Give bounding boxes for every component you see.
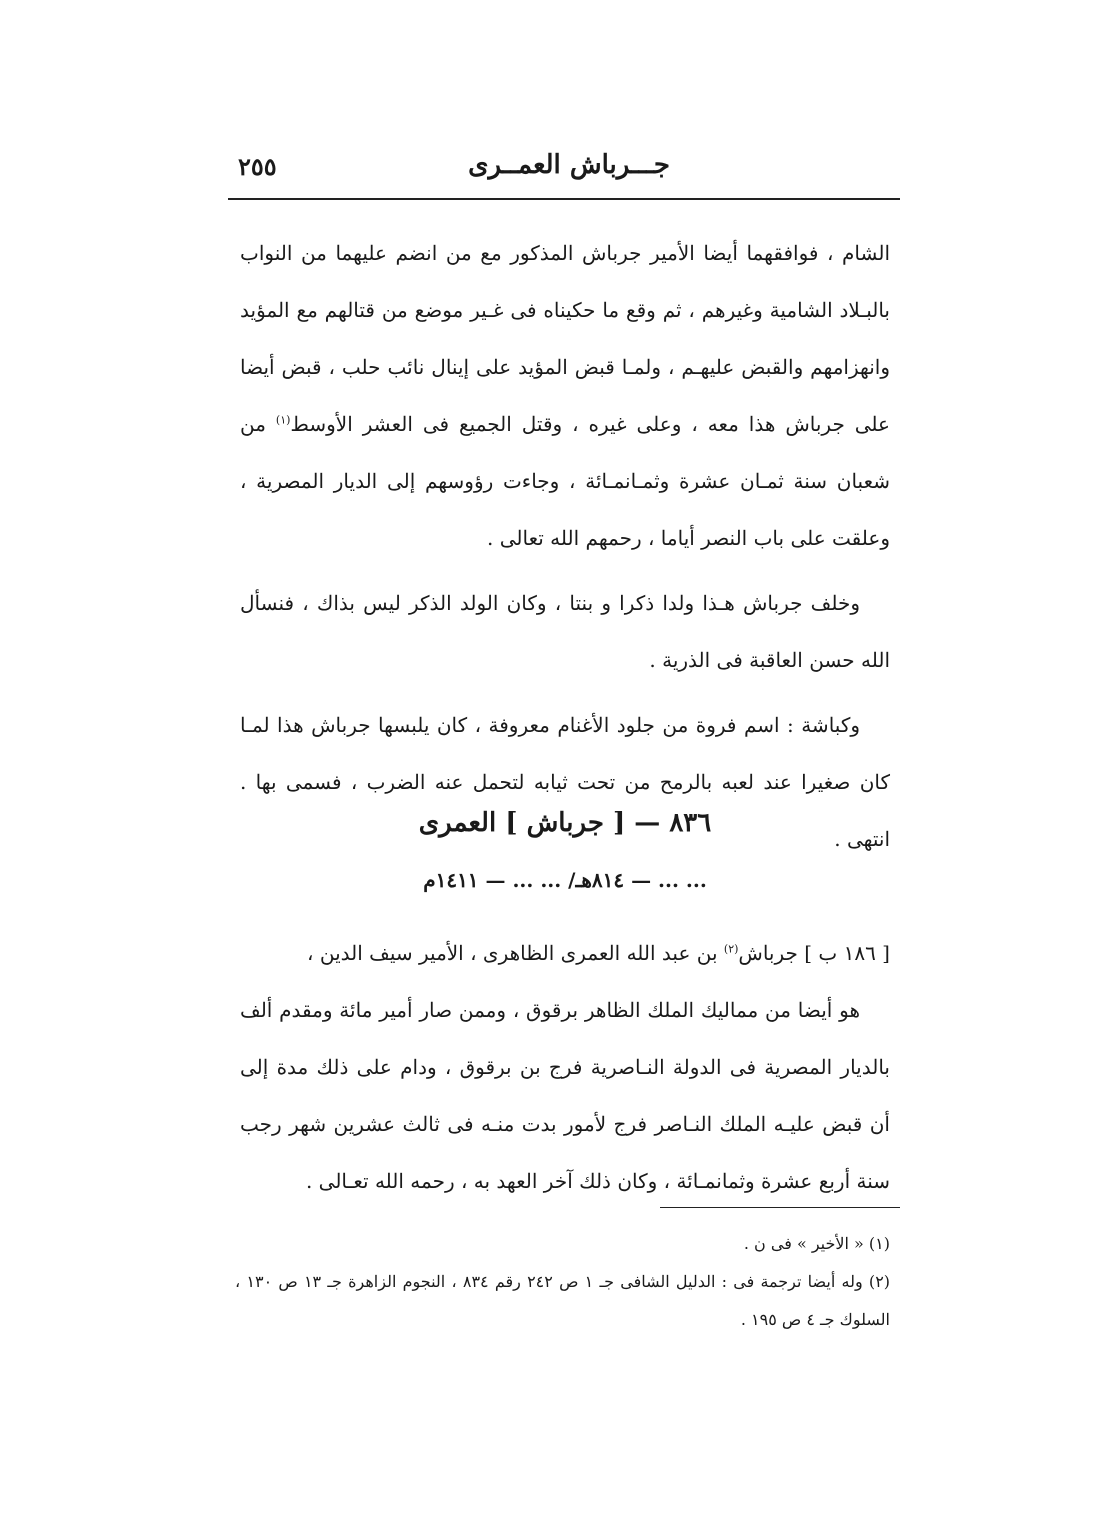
footnote-marker: (١) — [275, 413, 291, 427]
footnote: (١) « الأخير » فى ن . — [743, 1234, 890, 1253]
page-number: ٢٥٥ — [238, 152, 277, 181]
footnote: (٢) وله أيضا ترجمة فى : الدليل الشافى جـ ١ ص ٢٤٢ رقم ٨٣٤ ، النجوم الزاهرة جـ ١٣ ص ١٣٠ ، السلوك جـ ٤ ص ١٩٥ . — [235, 1272, 891, 1329]
entry-opening-text: [ ١٨٦ ب ] جرباش — [738, 941, 890, 965]
entry-opening-rest: بن عبد الله العمرى الظاهرى ، الأمير سيف الدين ، — [307, 941, 718, 965]
paragraph: وكباشة : اسم فروة من جلود الأغنام معروفة ، كان يلبسها جرباش هذا لمـا كان صغيرا عند لعبه بالرمح من تحت ثيابه لتحمل عنه الضرب ، فسمى بها . انتهى . — [240, 713, 890, 851]
footnote-marker: (٢) — [723, 942, 739, 956]
paragraph: وخلف جرباش هـذا ولدا ذكرا و بنتا ، وكان الولد الذكر ليس بذاك ، فنسأل الله حسن العاقبة فى الذرية . — [240, 591, 890, 672]
header-rule — [228, 198, 900, 200]
entry-opening — [240, 925, 890, 982]
paragraph — [240, 225, 890, 567]
footnotes — [235, 1225, 890, 1339]
entry-dates: ... ... — ٨١٤هـ/ ... ... — ١٤١١م — [423, 868, 707, 892]
footnote-rule — [660, 1207, 900, 1208]
running-header — [230, 150, 900, 190]
body-text — [240, 225, 890, 868]
entry-title: ٨٣٦ — [ جرباش ] العمرى — [418, 808, 712, 838]
paragraph: هو أيضا من مماليك الملك الظاهر برقوق ، وممن صار أمير مائة ومقدم ألف بالديار المصرية فى الدولة النـاصرية فرج بن برقوق ، ودام على ذلك مدة إلى أن قبض عليـه الملك النـاصر فرج لأمور بدت منـه فى ثالث عشرين شهر رجب سنة أربع عشرة وثمانمـائة ، وكان ذلك آخر العهد به ، رحمه الله تعـالى . — [240, 998, 890, 1193]
entry-body — [240, 925, 890, 1210]
paragraph-text: من شعبان سنة ثمـان عشرة وثمـانمـائة ، وجاءت رؤوسهم إلى الديار المصرية ، وعلقت على باب النصر أياما ، رحمهم الله تعالى . — [240, 412, 890, 550]
paragraph-text: الشام ، فوافقهما أيضا الأمير جرباش المذكور مع من انضم عليهما من النواب بالبـلاد الشامية وغيرهم ، ثم وقع ما حكيناه فى غـير موضع من قتالهم مع المؤيد وانهزامهم والقبض عليهـم ، ولمـا قبض المؤيد على إينال نائب حلب ، قبض أيضا على جرباش هذا معه ، وعلى غيره ، وقتل الجميع فى العشر الأوسط — [240, 241, 890, 436]
running-title: جـــرباش العمــرى — [468, 150, 670, 180]
